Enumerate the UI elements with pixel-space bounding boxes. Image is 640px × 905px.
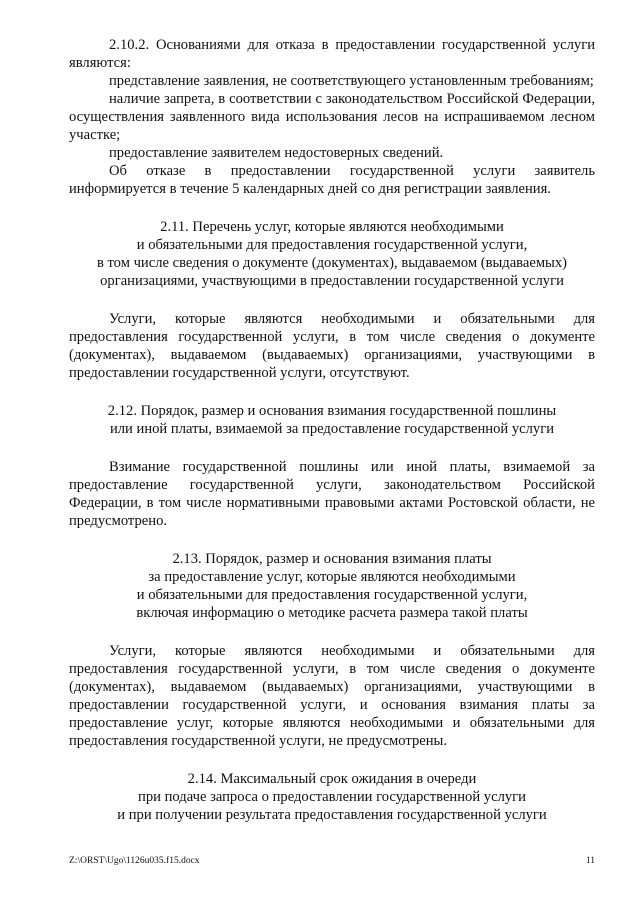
heading-line: и при получении результата предоставления государственной услуги: [117, 807, 547, 823]
heading-line: включая информацию о методике расчета размера такой платы: [136, 605, 528, 621]
heading-line: 2.12. Порядок, размер и основания взимания государственной пошлины: [107, 403, 557, 419]
heading-line: в том числе сведения о документе (документах), выдаваемом (выдаваемых): [96, 255, 568, 271]
heading-line: при подаче запроса о предоставлении государственной услуги: [138, 789, 526, 805]
heading-2-14: [69, 770, 595, 824]
paragraph-refusal-reason-3: предоставление заявителем недостоверных сведений.: [109, 145, 444, 161]
paragraph-2-11-body: Услуги, которые являются необходимыми и обязательными для предоставления государственной услуги, в том числе сведения о документе (документах), выдаваемом (выдаваемых) организациями, участвующими в предоставлении государственной услуги, отсутствуют.: [69, 311, 595, 381]
heading-line: или иной платы, взимаемой за предоставление государственной услуги: [109, 421, 555, 437]
heading-2-13: [69, 550, 595, 622]
paragraph-2-13-body: Услуги, которые являются необходимыми и обязательными для предоставления государственной услуги, в том числе сведения о документе (документах), выдаваемом (выдаваемых) организациями, участвующими в предоставлении государственной услуги, и основания взимания платы за предоставление услуг, которые являются необходимыми и обязательными для предоставления государственной услуги, не предусмотрены.: [69, 643, 595, 749]
heading-line: 2.14. Максимальный срок ожидания в очереди: [187, 771, 477, 787]
heading-line: и обязательными для предоставления государственной услуги,: [136, 237, 528, 253]
heading-2-12: [69, 402, 595, 438]
paragraph-refusal-reason-2: наличие запрета, в соответствии с законодательством Российской Федерации, осуществления заявленного вида использования лесов на испрашиваемом лесном участке;: [69, 91, 595, 143]
paragraph-2-12-body: Взимание государственной пошлины или иной платы, взимаемой за предоставление государственной услуги, законодательством Российской Федерации, в том числе нормативными правовыми актами Ростовской области, не предусмотрено.: [69, 459, 595, 529]
page-number: 11: [585, 856, 595, 866]
heading-line: и обязательными для предоставления государственной услуги,: [136, 587, 528, 603]
file-path: Z:\ORST\Ugo\1126u035.f15.docx: [69, 856, 200, 866]
paragraph-2-10-2: 2.10.2. Основаниями для отказа в предоставлении государственной услуги являются:: [69, 37, 595, 71]
heading-2-11: [69, 218, 595, 290]
heading-line: 2.11. Перечень услуг, которые являются необходимыми: [160, 219, 504, 235]
heading-line: 2.13. Порядок, размер и основания взимания платы: [172, 551, 492, 567]
paragraph-refusal-reason-1: представление заявления, не соответствующего установленным требованиям;: [109, 73, 594, 89]
heading-line: организациями, участвующими в предоставлении государственной услуги: [100, 273, 564, 289]
paragraph-refusal-notice: Об отказе в предоставлении государственной услуги заявитель информируется в течение 5 календарных дней со дня регистрации заявления.: [69, 163, 595, 197]
document-body: [69, 36, 595, 824]
heading-line: за предоставление услуг, которые являются необходимыми: [148, 569, 516, 585]
